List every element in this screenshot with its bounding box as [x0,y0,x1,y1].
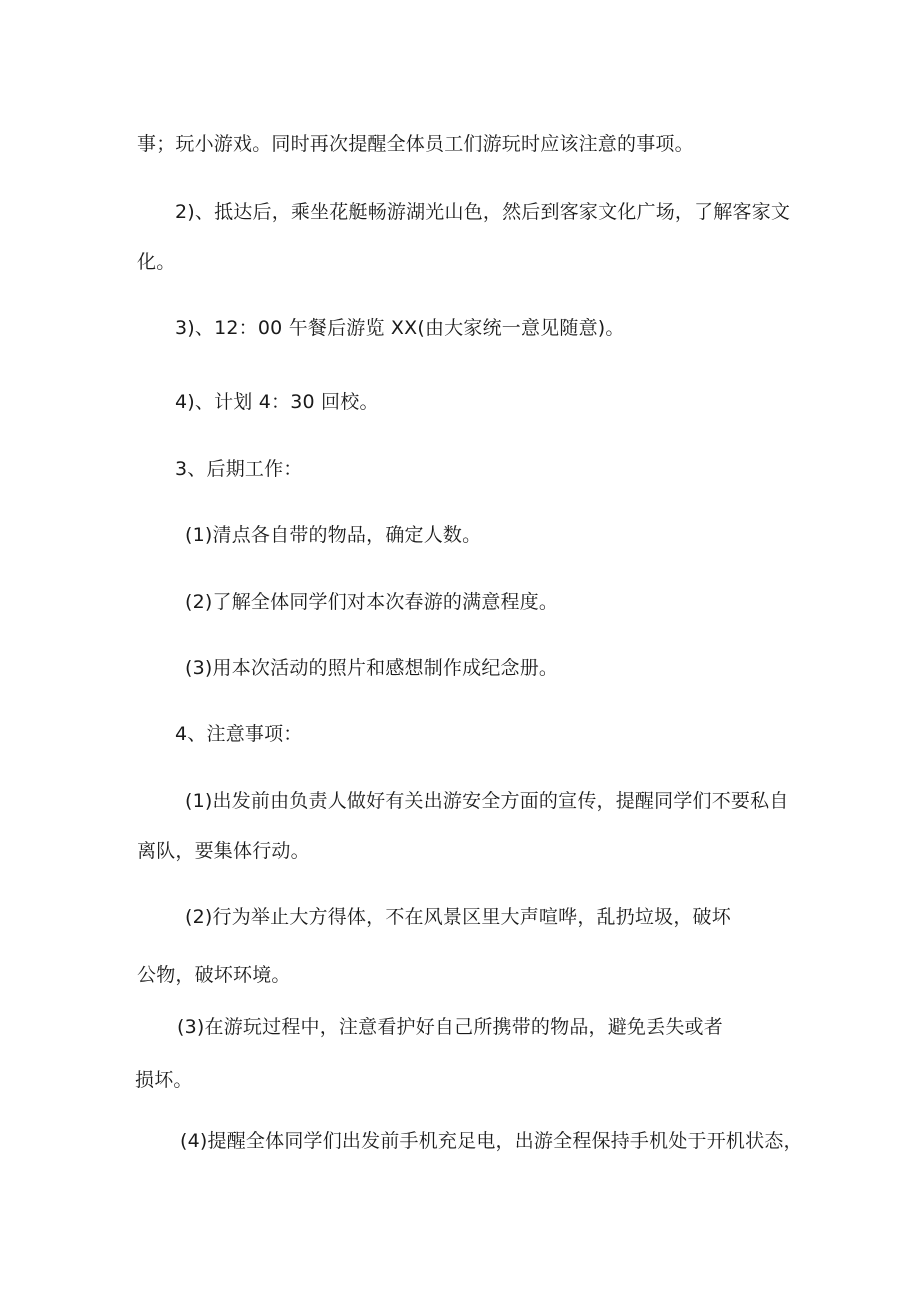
text-line: 2)、抵达后，乘坐花艇畅游湖光山色，然后到客家文化广场，了解客家文 [175,201,791,223]
text-line: (3)在游玩过程中，注意看护好自己所携带的物品，避免丢失或者 [177,1016,723,1038]
text-line: 事；玩小游戏。同时再次提醒全体员工们游玩时应该注意的事项。 [137,133,694,155]
section-heading: 4、注意事项： [175,723,303,745]
text-line: (2)行为举止大方得体，不在风景区里大声喧哗，乱扔垃圾，破坏 [185,906,731,928]
text-line: (1)清点各自带的物品，确定人数。 [185,524,482,546]
text-line: 化。 [137,251,176,273]
text-line: 离队，要集体行动。 [137,840,310,862]
text-line: 4)、计划 4：30 回校。 [175,391,379,413]
text-line: (2)了解全体同学们对本次春游的满意程度。 [185,591,559,613]
text-line: (3)用本次活动的照片和感想制作成纪念册。 [185,657,559,679]
section-heading: 3、后期工作： [175,458,303,480]
text-line: 3)、12：00 午餐后游览 XX(由大家统一意见随意)。 [175,317,625,339]
text-line: (4)提醒全体同学们出发前手机充足电，出游全程保持手机处于开机状态， [180,1130,803,1152]
text-line: (1)出发前由负责人做好有关出游安全方面的宣传，提醒同学们不要私自 [185,790,789,812]
text-line: 损坏。 [135,1069,193,1091]
text-line: 公物，破坏环境。 [137,964,291,986]
